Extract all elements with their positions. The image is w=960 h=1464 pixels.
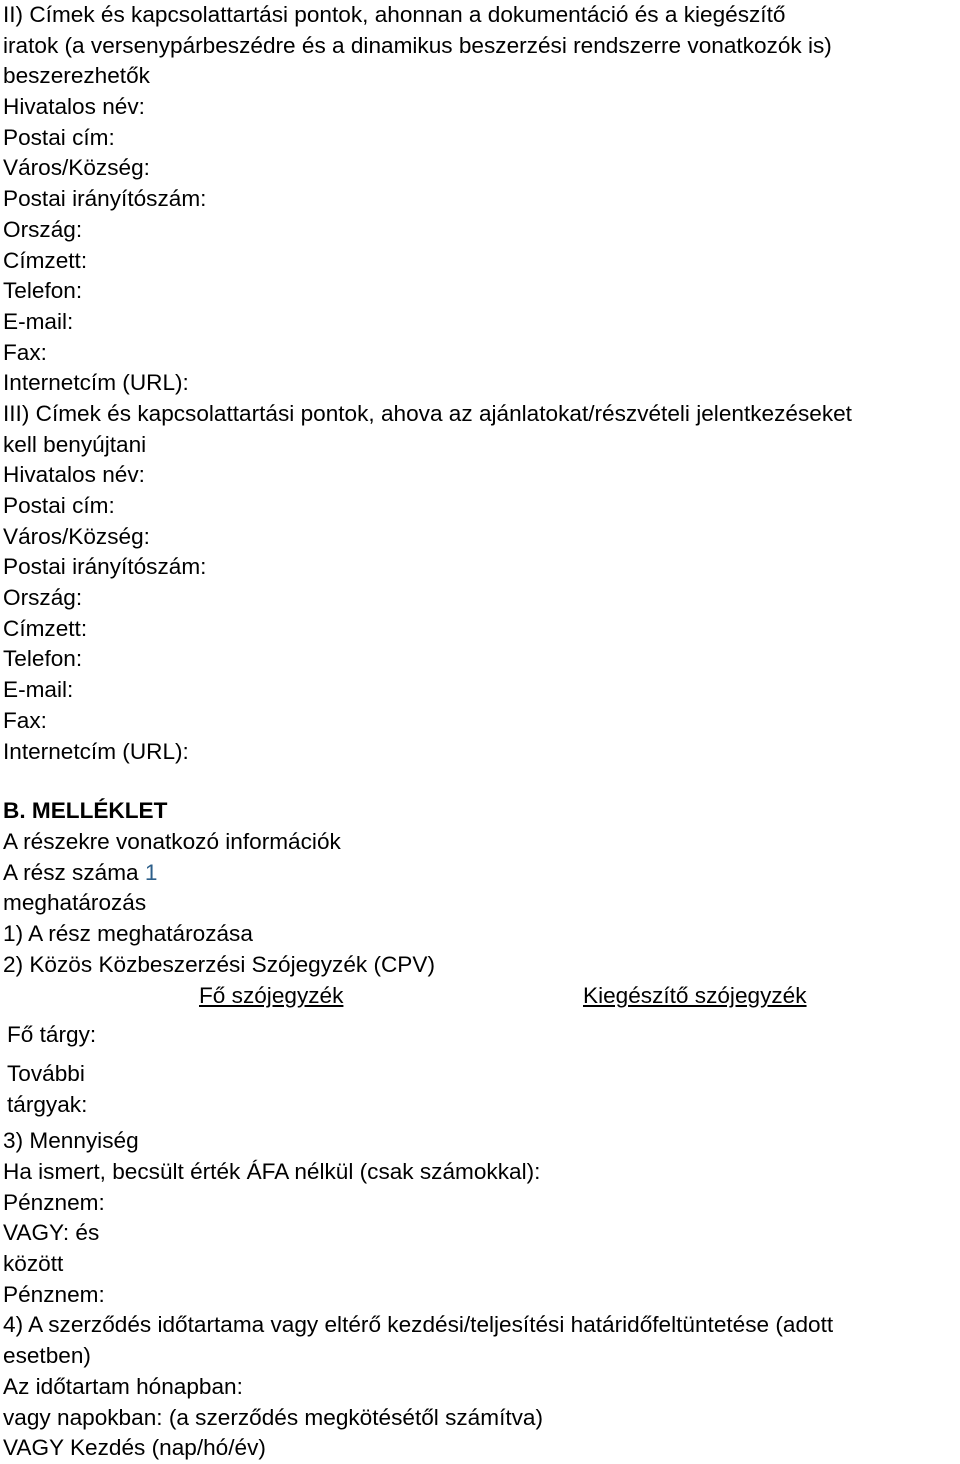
between-label: között <box>3 1251 64 1277</box>
item-4-heading-line-1: 4) A szerződés időtartama vagy eltérő kezdési/teljesítési határidőfeltüntetése (adott <box>3 1312 834 1338</box>
section-iii <box>3 399 958 767</box>
annex-b-title: B. MELLÉKLET <box>3 798 168 824</box>
section-iii-heading-line-2: kell benyújtani <box>3 431 147 457</box>
field-label-town: Város/Község: <box>3 523 150 549</box>
currency-label-1: Pénznem: <box>3 1189 105 1215</box>
item-3-heading: 3) Mennyiség <box>3 1128 139 1154</box>
field-label-country: Ország: <box>3 585 83 611</box>
field-label-attention: Címzett: <box>3 247 88 273</box>
part-number-value: 1 <box>144 859 158 885</box>
field-label-url: Internetcím (URL): <box>3 738 189 764</box>
field-label-postal-code: Postai irányítószám: <box>3 186 207 212</box>
section-ii-heading-line-3: beszerezhetők <box>3 63 150 89</box>
cpv-main-object-label: Fő tárgy: <box>7 1022 97 1048</box>
annex-b <box>3 796 958 1464</box>
part-number-label: A rész száma <box>3 859 139 885</box>
field-label-email: E-mail: <box>3 677 74 703</box>
cpv-table <box>3 980 958 1126</box>
duration-days-label: vagy napokban: (a szerződés megkötésétől számítva) <box>3 1404 544 1430</box>
section-ii-heading-line-2: iratok (a versenypárbeszédre és a dinamikus beszerzési rendszerre vonatkozók is) <box>3 32 832 58</box>
section-iii-heading-line-1: III) Címek és kapcsolattartási pontok, ahova az ajánlatokat/részvételi jelentkezéseket <box>3 400 852 426</box>
start-date-label: VAGY Kezdés (nap/hó/év) <box>3 1435 266 1461</box>
item-1-heading: 1) A rész meghatározása <box>3 920 253 946</box>
duration-months-label: Az időtartam hónapban: <box>3 1373 243 1399</box>
field-label-email: E-mail: <box>3 308 74 334</box>
definition-label: meghatározás <box>3 890 147 916</box>
field-label-telephone: Telefon: <box>3 646 83 672</box>
field-label-town: Város/Község: <box>3 155 150 181</box>
cpv-additional-objects-label-1: További <box>7 1061 85 1087</box>
field-label-postal-code: Postai irányítószám: <box>3 554 207 580</box>
field-label-url: Internetcím (URL): <box>3 370 189 396</box>
cpv-main-vocabulary-header: Fő szójegyzék <box>199 983 344 1009</box>
currency-label-2: Pénznem: <box>3 1281 105 1307</box>
field-label-official-name: Hivatalos név: <box>3 94 145 120</box>
field-label-official-name: Hivatalos név: <box>3 462 145 488</box>
annex-b-subtitle: A részekre vonatkozó információk <box>3 828 341 854</box>
document-page <box>3 0 958 1464</box>
field-label-fax: Fax: <box>3 707 47 733</box>
item-2-heading: 2) Közös Közbeszerzési Szójegyzék (CPV) <box>3 951 435 977</box>
field-label-postal-address: Postai cím: <box>3 493 115 518</box>
part-number-line <box>3 858 958 889</box>
section-ii-heading-line-1: II) Címek és kapcsolattartási pontok, ahonnan a dokumentáció és a kiegészítő <box>3 2 786 27</box>
estimated-value-label: Ha ismert, becsült érték ÁFA nélkül (csak számokkal): <box>3 1159 541 1184</box>
item-4-heading-line-2: esetben) <box>3 1343 91 1369</box>
field-label-fax: Fax: <box>3 339 47 365</box>
field-label-attention: Címzett: <box>3 615 88 641</box>
or-between-label: VAGY: és <box>3 1220 100 1246</box>
cpv-supplementary-vocabulary-header: Kiegészítő szójegyzék <box>583 983 807 1009</box>
cpv-additional-objects-label-2: tárgyak: <box>7 1092 88 1118</box>
field-label-country: Ország: <box>3 216 83 242</box>
section-ii <box>3 0 958 399</box>
field-label-postal-address: Postai cím: <box>3 124 115 150</box>
field-label-telephone: Telefon: <box>3 278 83 304</box>
